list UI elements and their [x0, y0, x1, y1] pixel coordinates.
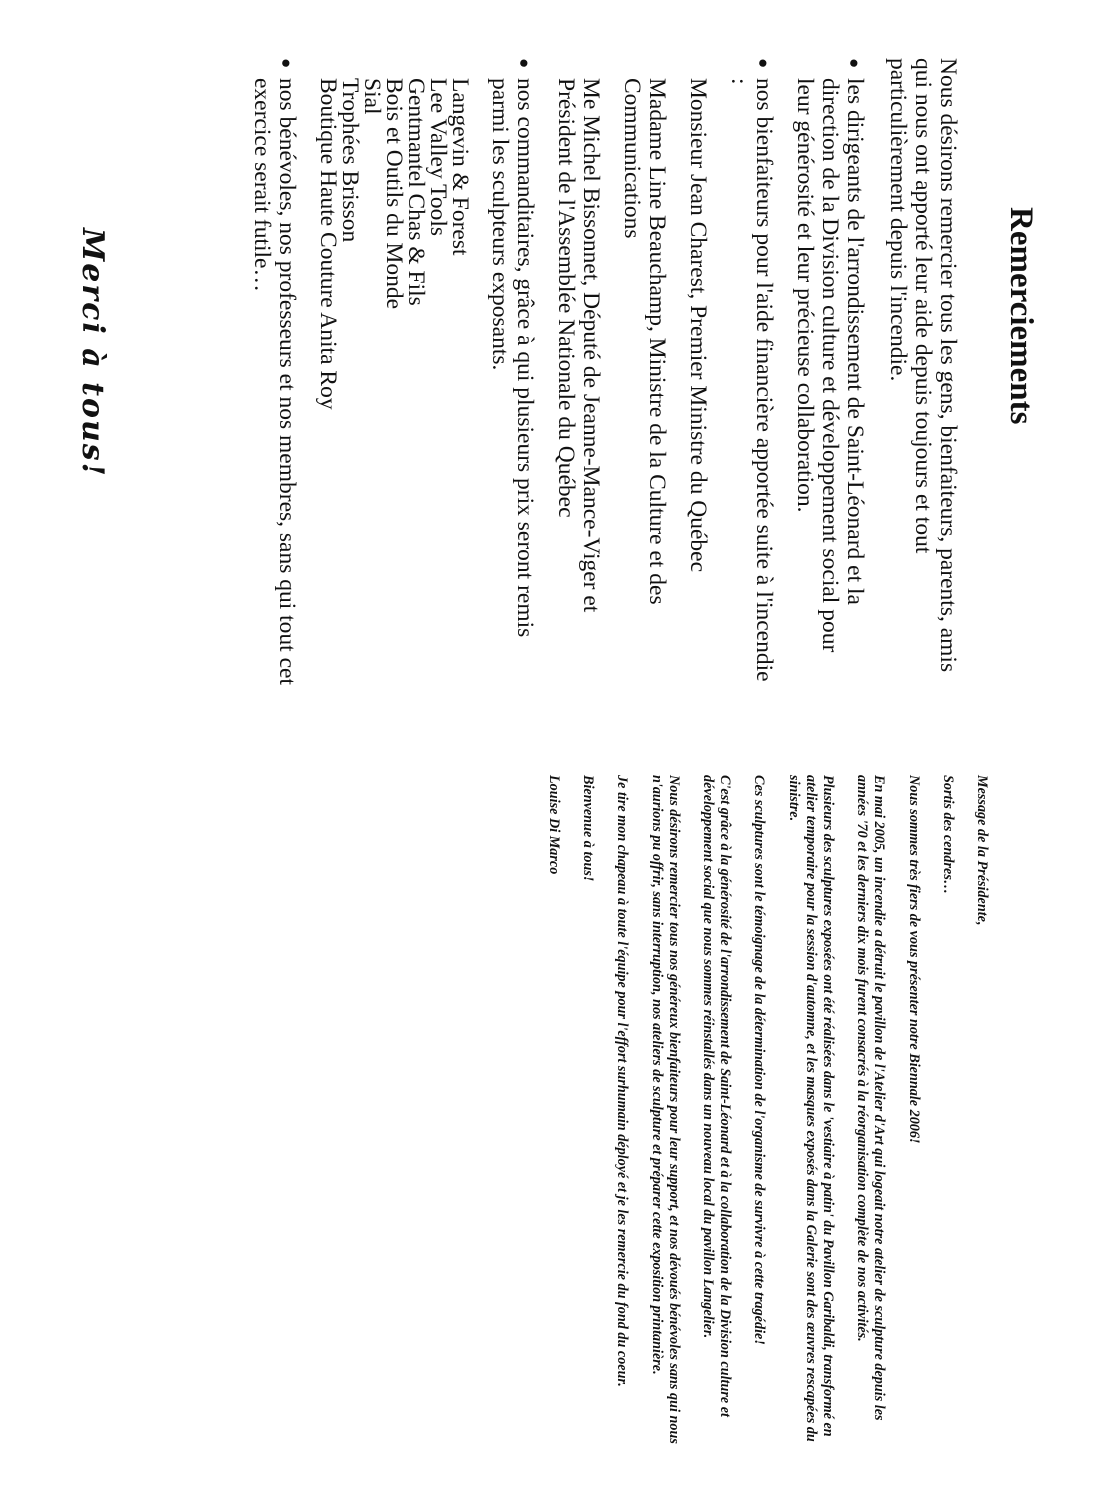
sponsor-list	[317, 58, 471, 688]
thanks-column	[233, 58, 1008, 688]
sponsor-item: Langevin & Forest	[447, 78, 473, 256]
bullet-volunteers: ● nos bénévoles, nos professeurs et nos membres, sans qui tout cet exercice serait futile…	[249, 58, 299, 688]
bullet-benefactors: ● nos bienfaiteurs pour l'aide financière apportée suite à l'incendie :	[726, 58, 776, 688]
intro-paragraph: Nous désirons remercier tous les gens, bienfaiteurs, parents, amis qui nous ont apporté leur aide depuis toujours et tout particulièrement depuis l'incendie.	[885, 58, 961, 673]
benefactor-list	[553, 58, 710, 688]
message-paragraph: Ces sculptures sont le témoignage de la détermination de l'organisme de survivre à cette tragédie!	[751, 775, 768, 1345]
sponsor-item: Lee Valley Tools	[425, 78, 451, 237]
sponsor-item: Gentmantel Chas & Fils	[403, 78, 429, 306]
benefactor-item: Me Michel Bissonnet, Député de Jeanne-Mance-Viger et Président de l'Assemblée Nationale du Québec	[553, 78, 604, 613]
signature: Louise Di Marco	[545, 775, 562, 875]
closing-thanks: Merci à tous!	[75, 228, 110, 478]
sponsor-item: Boutique Haute Couture Anita Roy	[315, 78, 341, 410]
message-paragraph: Nous désirons remercier tous nos généreux bienfaiteurs pour leur support, et nos dévoués bénévoles sans qui nous n'aurions pu offrir, sans interruption, nos ateliers de sculpture et préparer cette exposition printanière.	[648, 775, 682, 1444]
message-paragraph: En mai 2005, un incendie a détruit le pavillon de l'Atelier d'Art qui logeait notre atelier de sculpture depuis les années '70 et les derniers dix mois furent consacrés à la réorganisation complète de nos activités.	[854, 775, 888, 1421]
title-spacer	[960, 58, 1008, 688]
benefactor-item: Monsieur Jean Charest, Premier Ministre du Québec	[685, 78, 711, 573]
message-paragraph: Nous sommes très fiers de vous présenter notre Biennale 2006!	[905, 775, 922, 1144]
message-paragraph: C'est grâce à la générosité de l'arrondissement de Saint-Léonard et à la collaboration de la Division culture et développement social que nous sommes réinstallés dans un nouveau local du pavillon Langelier.	[699, 775, 734, 1417]
message-heading: Message de la Présidente,	[974, 775, 990, 926]
message-paragraph: Plusieurs des sculptures exposées ont été réalisées dans le 'vestiaire à patin' du Pavillon Garibaldi, transformé en atelier temporaire pour la session d'automne, et les masques exposés dans la Galerie sont des œuvres rescapées du sinistre.	[785, 775, 836, 1442]
sponsor-item: Bois et Outils du Monde	[381, 78, 407, 310]
sponsor-item: Sial	[359, 78, 385, 115]
page-title: Remerciements	[1003, 207, 1039, 425]
sponsor-item: Trophées Brisson	[337, 78, 363, 243]
bullet-borough: ● les dirigeants de l'arrondissement de Saint-Léonard et la direction de la Division culture et développement social pour leur générosité et leur précieuse collaboration.	[792, 58, 867, 688]
president-message	[528, 775, 990, 1455]
message-paragraph: Bienvenue à tous!	[580, 775, 597, 882]
message-paragraph: Je tire mon chapeau à toute l'équipe pour l'effort surhumain déployé et je les remercie du fond du coeur.	[614, 775, 631, 1387]
benefactor-item: Madame Line Beauchamp, Ministre de la Culture et des Communications	[619, 78, 670, 605]
bullet-sponsors: ● nos commanditaires, grâce à qui plusieurs prix seront remis parmi les sculpteurs exposants.	[487, 58, 537, 688]
message-paragraph: Sortis des cendres…	[939, 775, 956, 895]
